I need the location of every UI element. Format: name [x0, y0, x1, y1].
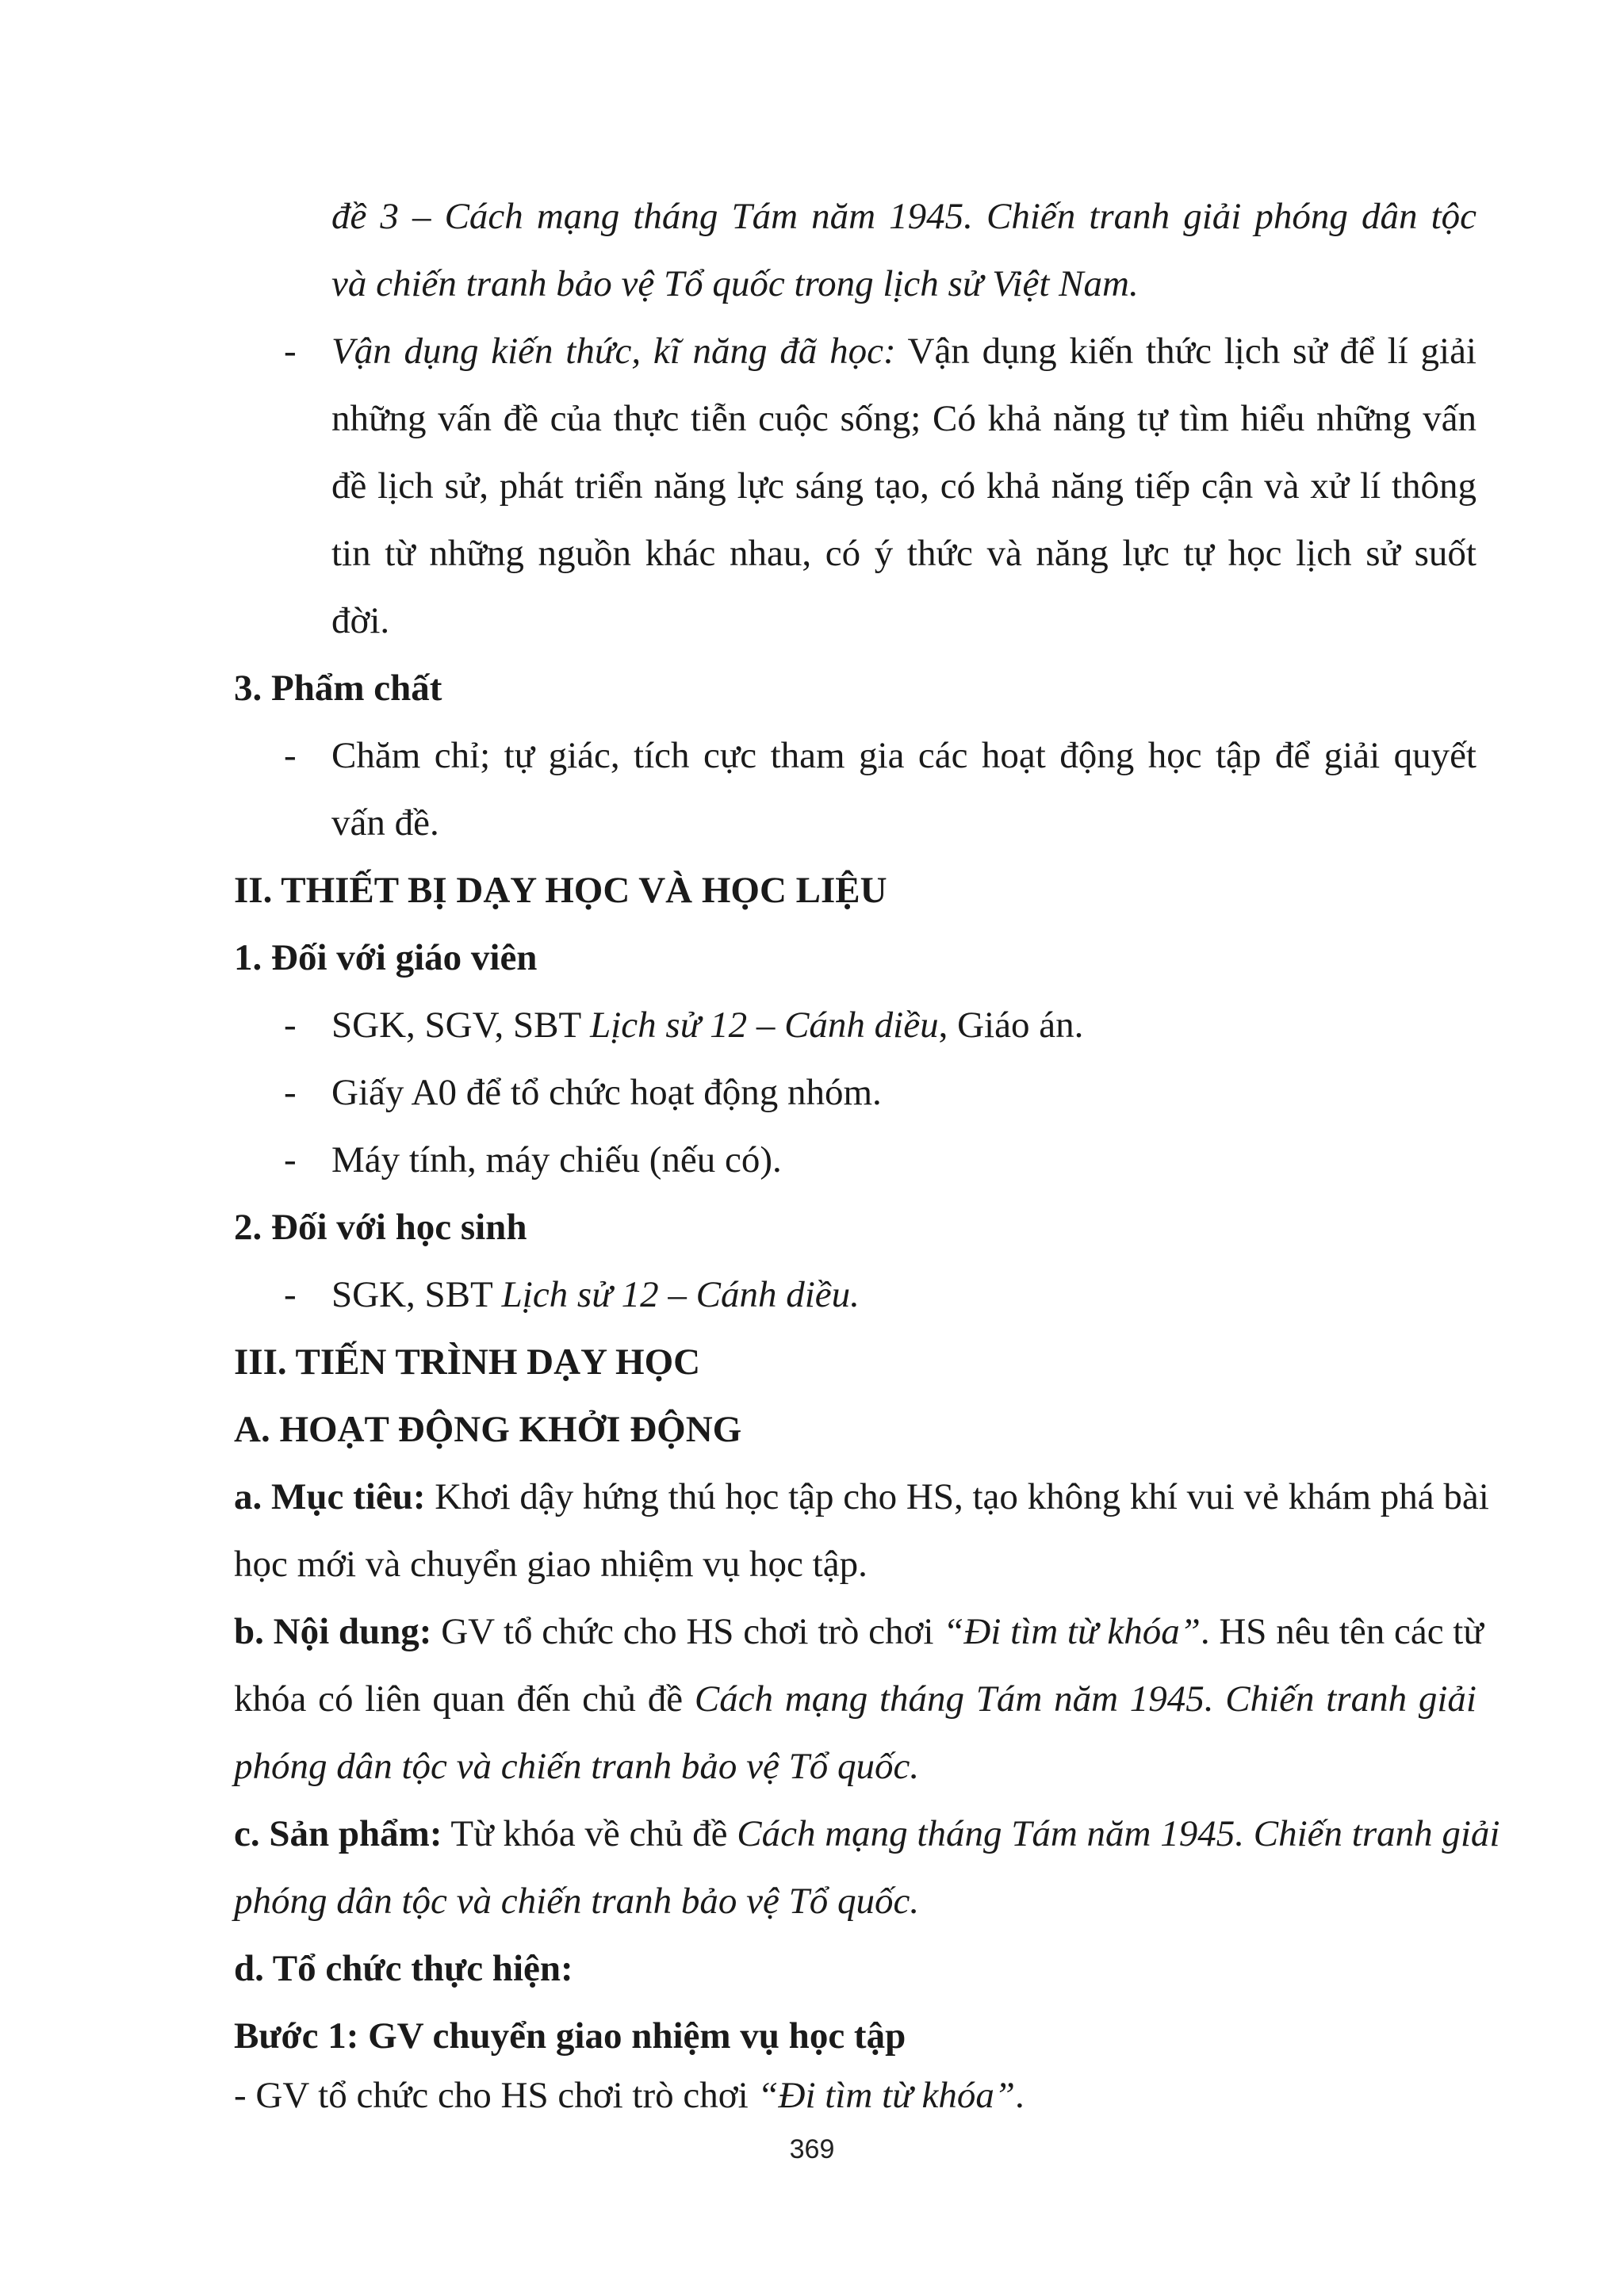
heading-text: d. Tổ chức thực hiện:	[234, 1948, 573, 1989]
text-line	[331, 465, 1477, 507]
list-item-text	[331, 1004, 1084, 1046]
text-span: học mới và chuyển giao nhiệm vụ học tập.	[234, 1544, 868, 1585]
text-span: Cách mạng tháng Tám năm 1945. Chiến tranh giải	[694, 1678, 1477, 1720]
text-line	[331, 737, 1477, 775]
text-span: .	[1015, 2075, 1025, 2116]
text-span: Vận dụng kiến thức, kĩ năng đã học:	[331, 331, 896, 372]
text-span: đề lịch sử, phát triển năng lực sáng tạo, có khả năng tiếp cận và xử lí thông	[331, 465, 1477, 507]
text-span: SGK, SGV, SBT	[331, 1004, 591, 1046]
section-heading	[234, 1209, 527, 1246]
text-span: Từ khóa về chủ đề	[442, 1813, 737, 1854]
text-span: Lịch sử 12 – Cánh diều	[590, 1004, 939, 1046]
text-line	[331, 600, 390, 641]
text-line	[234, 1813, 1500, 1854]
text-line	[234, 1546, 868, 1583]
text-span: Cách mạng tháng Tám năm 1945. Chiến tranh giải	[737, 1813, 1500, 1854]
text-line	[234, 1883, 919, 1920]
heading-text: 2. Đối với học sinh	[234, 1207, 527, 1248]
text-span: “Đi tìm từ khóa”	[757, 2075, 1016, 2116]
section-heading	[234, 1950, 573, 1988]
text-span: đề 3 – Cách mạng tháng Tám năm 1945. Chiến tranh giải phóng dân tộc	[331, 196, 1477, 237]
text-line	[234, 1678, 1477, 1720]
text-span: Vận dụng kiến thức lịch sử để lí giải	[895, 331, 1477, 372]
bullet-dash: -	[284, 1274, 297, 1315]
text-line	[331, 802, 439, 844]
step-heading	[234, 2015, 906, 2057]
section-heading	[234, 872, 887, 909]
text-span: phóng dân tộc và chiến tranh bảo vệ Tổ quốc.	[234, 1881, 920, 1922]
section-heading	[234, 1341, 701, 1383]
section-heading	[234, 939, 537, 977]
text-span: vấn đề.	[331, 802, 439, 844]
label-bold: c. Sản phẩm:	[234, 1813, 442, 1854]
heading-text: III. TIẾN TRÌNH DẠY HỌC	[234, 1341, 701, 1383]
text-line	[331, 400, 1477, 438]
heading-text: Bước 1: GV chuyển giao nhiệm vụ học tập	[234, 2015, 906, 2057]
heading-text: A. HOẠT ĐỘNG KHỞI ĐỘNG	[234, 1409, 742, 1450]
text-span: Khơi dậy hứng thú học tập cho HS, tạo không khí vui vẻ khám phá bài	[425, 1476, 1489, 1517]
text-span: . HS nêu tên các từ	[1200, 1611, 1484, 1652]
text-span: SGK, SBT	[331, 1274, 502, 1315]
text-line	[234, 1611, 1484, 1652]
page-number: 369	[789, 2134, 835, 2164]
text-span: và chiến tranh bảo vệ Tổ quốc trong lịch sử Việt Nam.	[331, 263, 1139, 304]
text-span: GV tổ chức cho HS chơi trò chơi	[431, 1611, 944, 1652]
heading-text: II. THIẾT BỊ DẠY HỌC VÀ HỌC LIỆU	[234, 870, 887, 911]
text-span: đời.	[331, 600, 390, 641]
bullet-dash: -	[284, 1072, 297, 1113]
text-span: những vấn đề của thực tiễn cuộc sống; Có khả năng tự tìm hiểu những vấn	[331, 398, 1477, 439]
text-line	[234, 1476, 1489, 1517]
text-span: khóa có liên quan đến chủ đề	[234, 1678, 695, 1720]
text-line	[234, 1748, 919, 1785]
text-span: “Đi tìm từ khóa”	[943, 1611, 1201, 1652]
bullet-dash: -	[284, 331, 297, 372]
section-heading	[234, 670, 442, 707]
text-span: tin từ những nguồn khác nhau, có ý thức và năng lực tự học lịch sử suốt	[331, 533, 1477, 574]
list-item-text: Giấy A0 để tổ chức hoạt động nhóm.	[331, 1072, 882, 1113]
label-bold: b. Nội dung:	[234, 1611, 432, 1652]
text-span: Lịch sử 12 – Cánh diều.	[501, 1274, 860, 1315]
text-line	[331, 333, 1477, 370]
bullet-dash: -	[284, 1139, 297, 1181]
text-line	[331, 198, 1477, 235]
bullet-dash: -	[284, 1004, 297, 1046]
text-span: phóng dân tộc và chiến tranh bảo vệ Tổ quốc.	[234, 1746, 920, 1787]
heading-text: 1. Đối với giáo viên	[234, 937, 538, 978]
list-item-text: Máy tính, máy chiếu (nếu có).	[331, 1139, 782, 1181]
heading-text: 3. Phẩm chất	[234, 668, 442, 709]
list-item-text	[331, 1276, 860, 1314]
text-line	[331, 263, 1139, 304]
label-bold: a. Mục tiêu:	[234, 1476, 426, 1517]
text-span: Chăm chỉ; tự giác, tích cực tham gia các hoạt động học tập để giải quyết	[331, 735, 1477, 776]
bullet-dash: -	[284, 735, 297, 776]
text-line	[234, 2077, 1025, 2114]
text-span: - GV tổ chức cho HS chơi trò chơi	[234, 2075, 758, 2116]
text-span: , Giáo án.	[938, 1004, 1084, 1046]
text-line	[331, 535, 1477, 572]
section-heading	[234, 1411, 741, 1448]
